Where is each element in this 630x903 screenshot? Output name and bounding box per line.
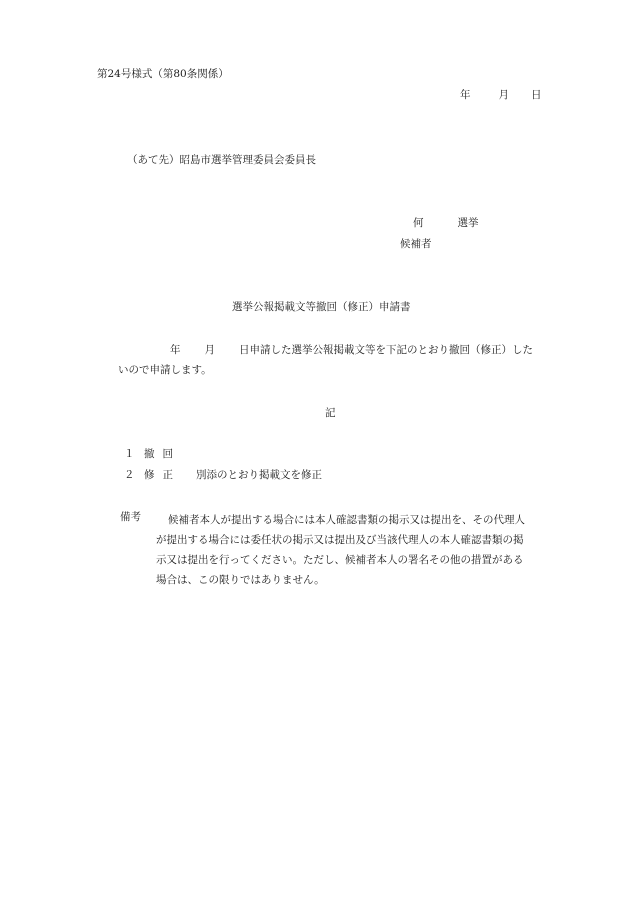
list-item (124, 468, 322, 482)
body-line-2: いので申請します。 (118, 364, 212, 376)
item-label: 修正 (144, 469, 181, 481)
candidate-label: 候補者 (400, 238, 432, 250)
body-year: 年 (170, 344, 181, 356)
body-rest-line1: 日申請した選挙公報掲載文等を下記のとおり撤回（修正）した (239, 344, 533, 356)
list-item (124, 447, 196, 461)
remarks-text (156, 510, 578, 590)
addressee: （あて先）昭島市選挙管理委員会委員長 (127, 154, 316, 166)
election-line (413, 216, 479, 230)
election-label: 選挙 (457, 217, 479, 229)
item-number: １ (124, 448, 135, 460)
remarks-line: 場合は、この限りではありません。 (156, 574, 325, 586)
body-month: 月 (204, 344, 215, 356)
date-day: 日 (531, 89, 542, 101)
form-label: 第24号様式（第80条関係） (97, 68, 229, 80)
item-label: 撤回 (144, 448, 181, 460)
document-title: 選挙公報掲載文等撤回（修正）申請書 (232, 301, 411, 313)
remarks-label: 備考 (120, 511, 141, 523)
body-line-1 (170, 343, 533, 357)
date-year: 年 (460, 89, 471, 101)
date-line (460, 88, 542, 102)
remarks-line: 示又は提出を行ってください。ただし、候補者本人の署名その他の措置がある (156, 554, 524, 566)
date-month: 月 (498, 89, 509, 101)
election-what: 何 (413, 217, 424, 229)
remarks-line: 候補者本人が提出する場合には本人確認書類の掲示又は提出を、その代理人 (168, 514, 525, 526)
remarks-line: が提出する場合には委任状の掲示又は提出及び当該代理人の本人確認書類の掲 (156, 534, 524, 546)
item-number: ２ (124, 469, 135, 481)
item-detail: 別添のとおり掲載文を修正 (196, 469, 322, 481)
ki-heading: 記 (325, 407, 336, 419)
